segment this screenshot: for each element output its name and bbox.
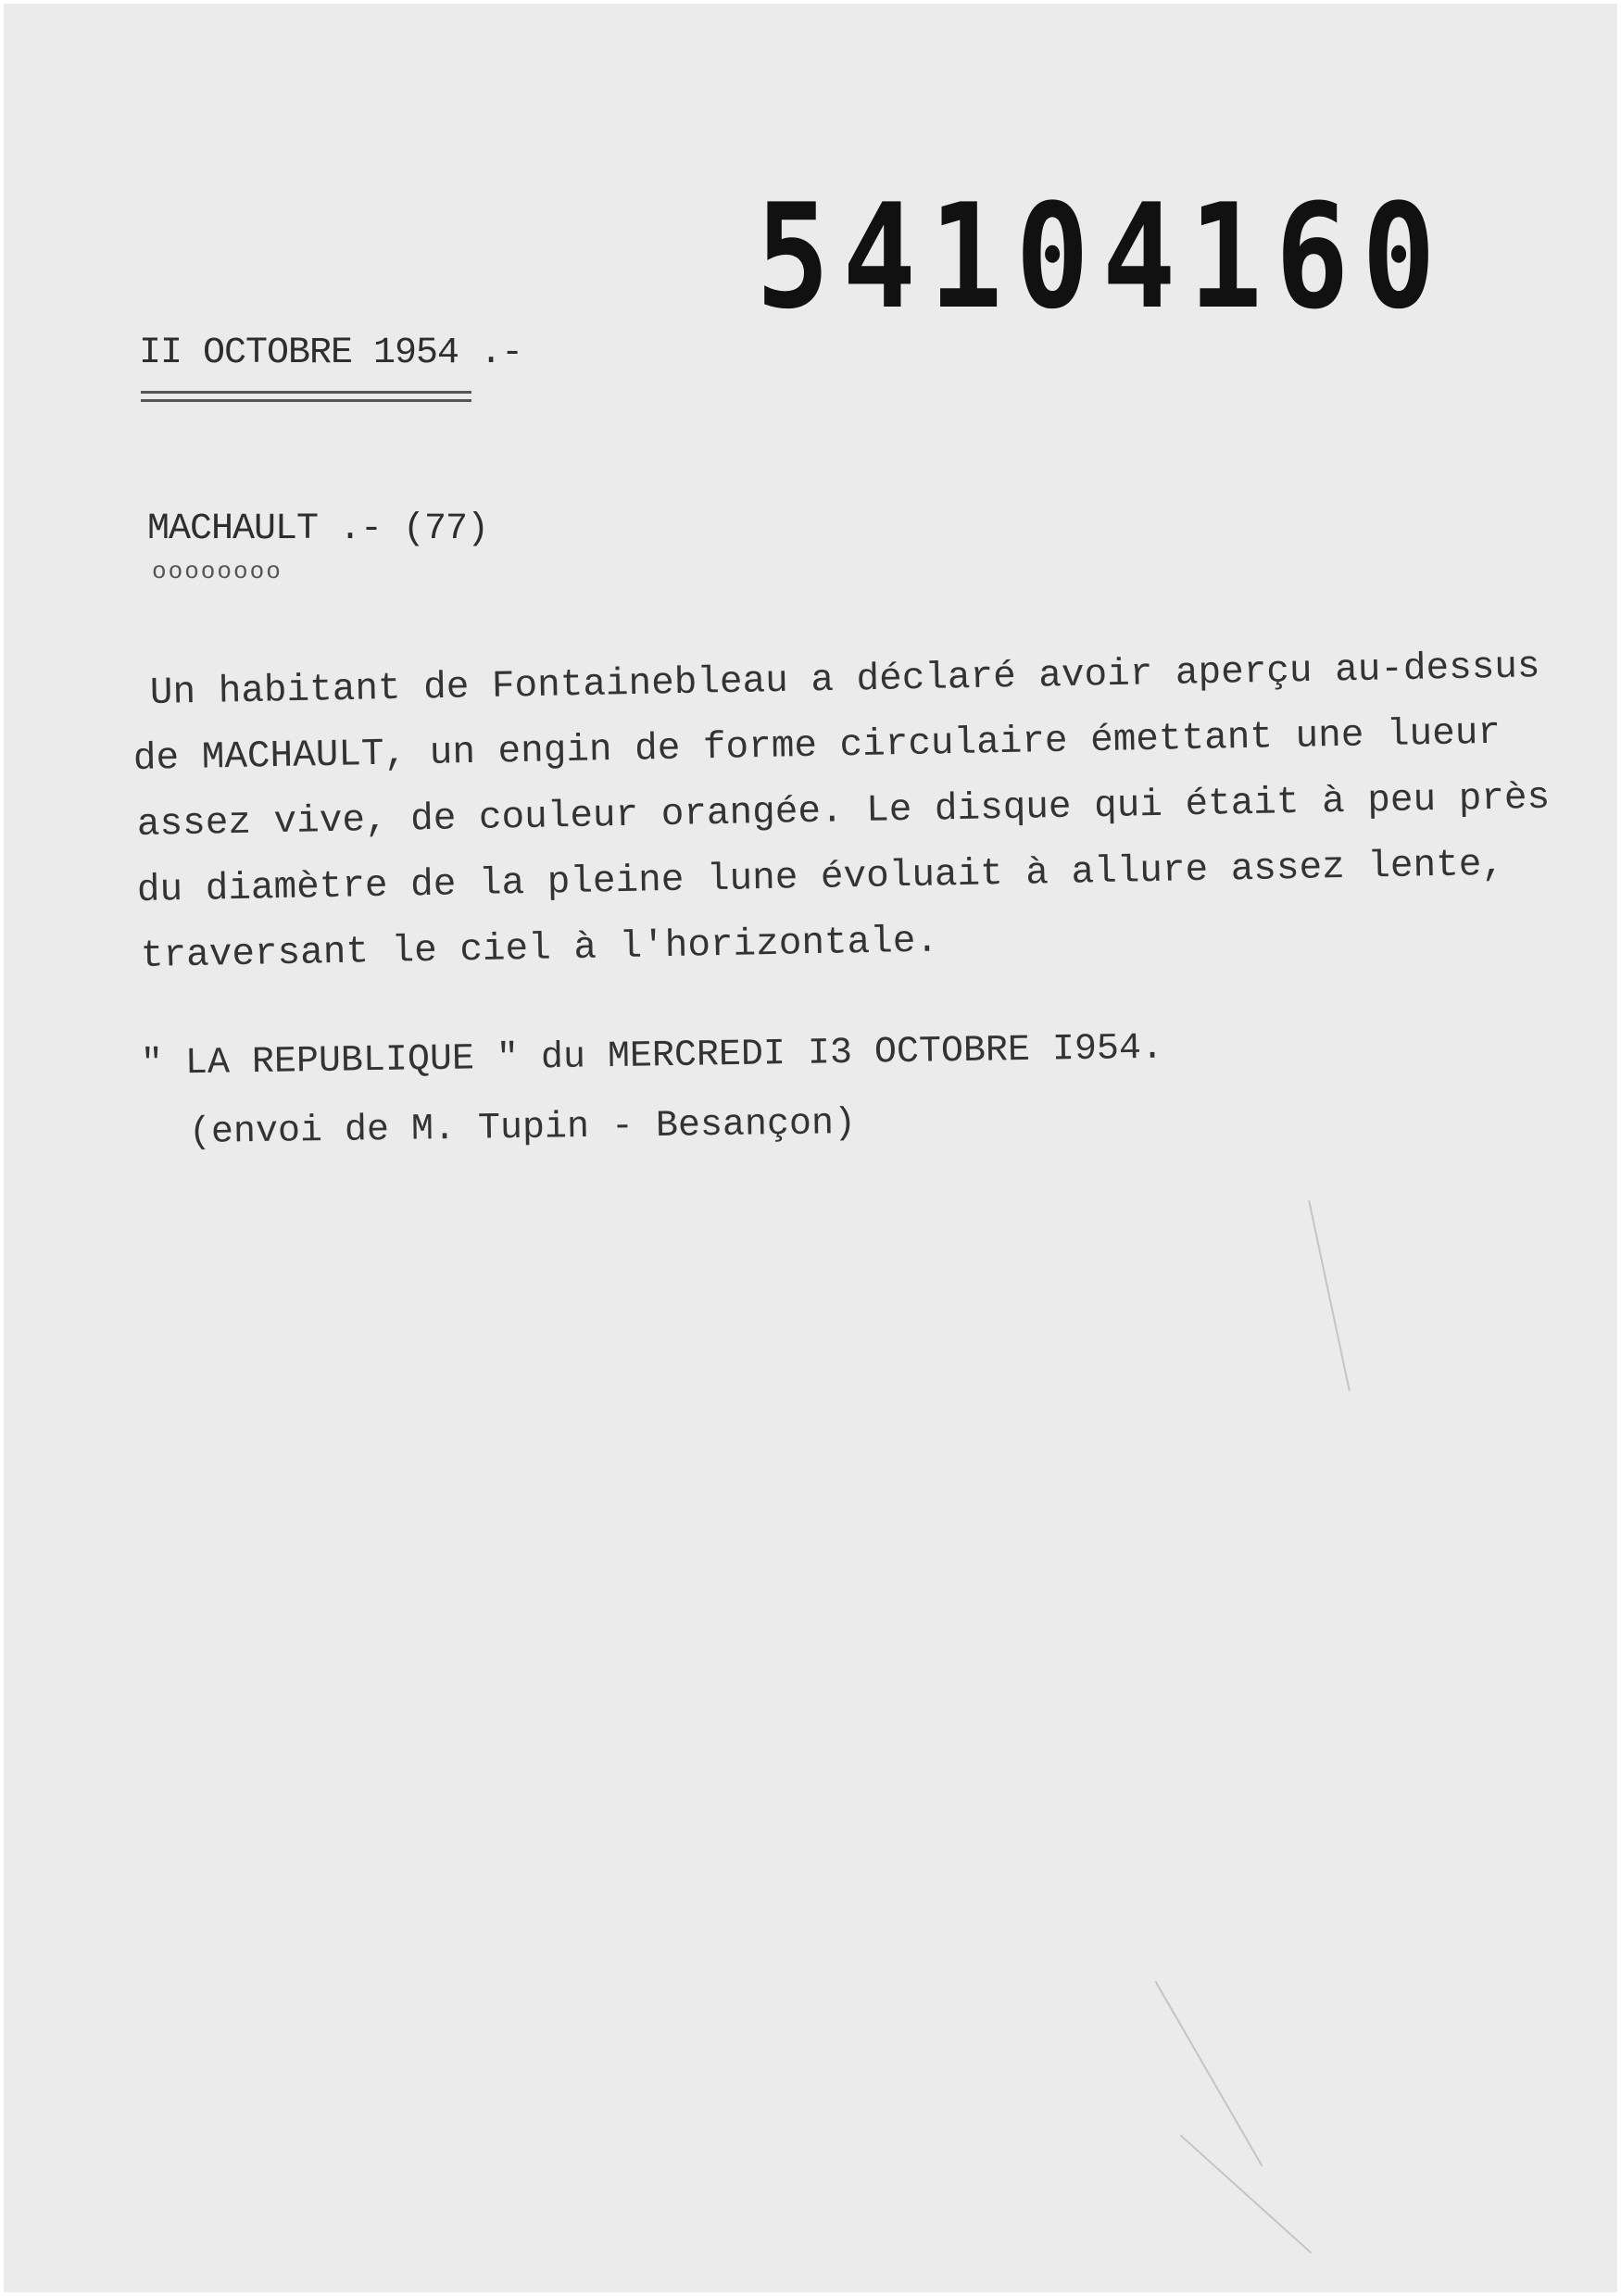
report-line: assez vive, de couleur orangée. Le disque qui était à peu près — [136, 776, 1551, 847]
date-underline — [141, 391, 471, 402]
report-line: traversant le ciel à l'horizontale. — [140, 920, 939, 978]
page-number-stamp: 54104160 — [756, 173, 1449, 342]
report-line: de MACHAULT, un engin de forme circulaire émettant une lueur — [132, 711, 1502, 781]
report-line: Un habitant de Fontainebleau a déclaré avoir aperçu au-dessus — [149, 646, 1541, 715]
paper-crease — [1155, 1981, 1263, 2166]
paper-crease — [1308, 1200, 1351, 1391]
place-heading: MACHAULT .- (77) — [147, 508, 489, 550]
report-paragraph — [132, 646, 1551, 990]
sender-credit: (envoi de M. Tupin - Besançon) — [188, 1102, 857, 1154]
document-page — [4, 4, 1617, 2292]
source-citation: " LA REPUBLIQUE " du MERCREDI I3 OCTOBRE I954. — [140, 1027, 1164, 1085]
date-heading: II OCTOBRE 1954 .- — [139, 332, 523, 374]
place-underline: oooooooo — [152, 558, 283, 585]
report-line: du diamètre de la pleine lune évoluait à allure assez lente, — [136, 843, 1505, 912]
paper-crease — [1180, 2135, 1313, 2254]
